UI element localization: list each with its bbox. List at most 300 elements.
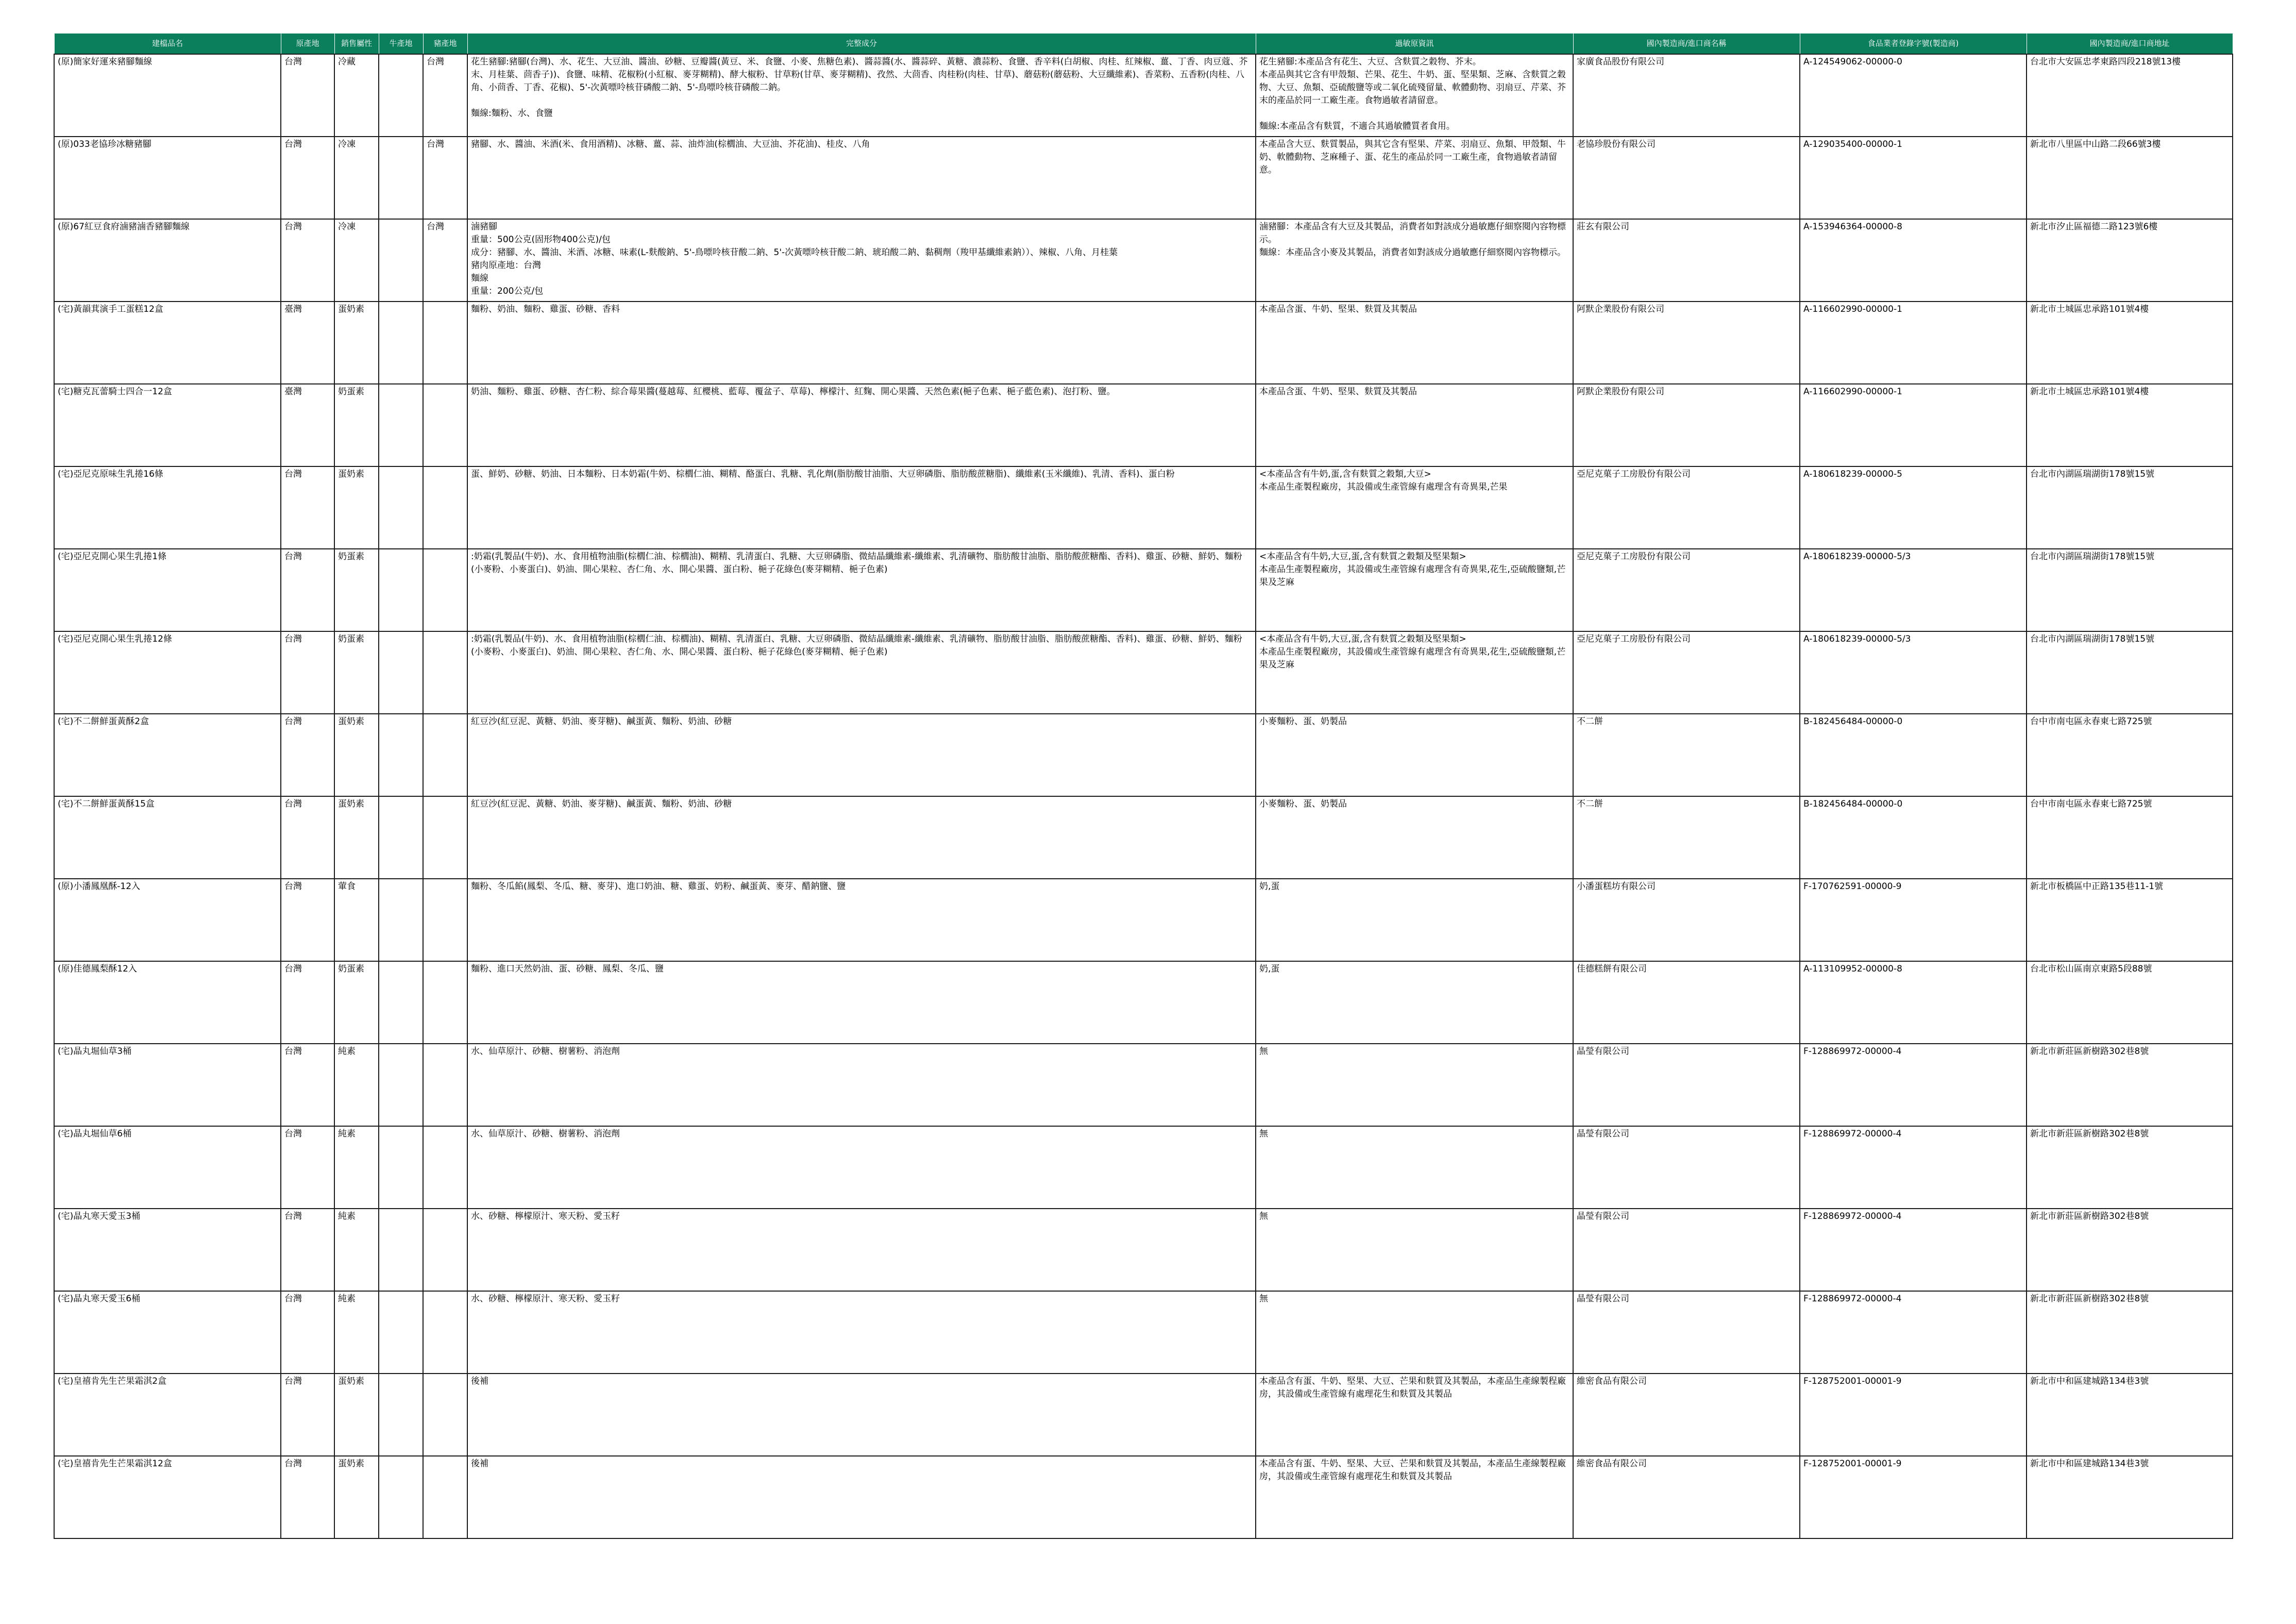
cell-text: 台灣 <box>284 1211 302 1221</box>
product-name-cell <box>54 466 281 549</box>
cell-text: F-128869972-00000-4 <box>1803 1046 1902 1057</box>
cell-text: (原)033老協珍冰糖豬腳 <box>58 139 151 149</box>
cell-text: 新北市新莊區新樹路302巷8號 <box>2030 1211 2149 1221</box>
cell-text: F-128752001-00001-9 <box>1803 1376 1902 1386</box>
beef-origin-cell <box>379 219 423 302</box>
manufacturer-address-cell <box>2027 384 2233 466</box>
cell-text: B-182456484-00000-0 <box>1803 716 1903 727</box>
registration-number-cell <box>1800 384 2027 466</box>
cell-text: B-182456484-00000-0 <box>1803 798 1903 809</box>
cell-text: 新北市土城區忠承路101號4樓 <box>2030 386 2149 397</box>
cell-text: 亞尼克菓子工房股份有限公司 <box>1577 551 1691 562</box>
manufacturer-name-cell <box>1573 631 1800 714</box>
allergens-cell <box>1256 302 1573 384</box>
cell-text: 後補 <box>471 1376 488 1386</box>
cell-text: F-170762591-00000-9 <box>1803 881 1902 892</box>
cell-text: 小麥麵粉、蛋、奶製品 <box>1259 716 1347 727</box>
cell-text: F-128869972-00000-4 <box>1803 1293 1902 1304</box>
product-name-cell <box>54 1291 281 1374</box>
pork-origin-cell <box>423 466 467 549</box>
manufacturer-address-cell <box>2027 219 2233 302</box>
cell-text: 蛋、鮮奶、砂糖、奶油、日本麵粉、日本奶霜(牛奶、棕櫚仁油、糊精、酪蛋白、乳糖、乳化劑(脂肪酸甘油脂、大豆卵磷脂、脂肪酸蔗糖脂)、纖維素(玉米纖維)、乳清、香料)、蛋白粉 <box>471 468 1175 479</box>
cell-text: 台灣 <box>284 798 302 809</box>
cell-text: 新北市板橋區中正路135巷11-1號 <box>2030 881 2164 892</box>
pork-origin-cell <box>423 302 467 384</box>
cell-text: 麵粉、進口天然奶油、蛋、砂糖、鳳梨、冬瓜、鹽 <box>471 963 664 974</box>
cell-text: (宅)不二餅鮮蛋黃酥15盒 <box>58 798 155 809</box>
cell-text: (原)佳德鳳梨酥12入 <box>58 963 137 974</box>
allergens-cell <box>1256 1374 1573 1456</box>
origin-cell <box>281 1044 334 1126</box>
cell-text: 台灣 <box>427 56 444 67</box>
manufacturer-address-cell <box>2027 631 2233 714</box>
origin-cell <box>281 714 334 796</box>
table-row <box>54 631 2233 714</box>
ingredients-cell <box>467 961 1256 1044</box>
manufacturer-address-cell <box>2027 1291 2233 1374</box>
table-row <box>54 1374 2233 1456</box>
manufacturer-name-cell <box>1573 384 1800 466</box>
allergens-cell <box>1256 549 1573 631</box>
ingredients-cell <box>467 714 1256 796</box>
manufacturer-address-cell <box>2027 466 2233 549</box>
cell-text: 新北市新莊區新樹路302巷8號 <box>2030 1293 2149 1304</box>
registration-number-cell <box>1800 879 2027 961</box>
cell-text: 台灣 <box>284 551 302 562</box>
cell-text: 新北市八里區中山路二段66號3樓 <box>2030 139 2161 149</box>
cell-text: 水、砂糖、檸檬原汁、寒天粉、愛玉籽 <box>471 1293 620 1304</box>
allergens-cell <box>1256 384 1573 466</box>
registration-number-cell <box>1800 1291 2027 1374</box>
cell-text: A-153946364-00000-8 <box>1803 221 1902 232</box>
allergens-cell <box>1256 961 1573 1044</box>
origin-cell <box>281 54 334 137</box>
cell-text: 蛋奶素 <box>338 304 364 314</box>
table-row <box>54 54 2233 137</box>
cell-text: 水、仙草原汁、砂糖、樹薯粉、消泡劑 <box>471 1046 620 1057</box>
manufacturer-name-cell <box>1573 1044 1800 1126</box>
allergens-cell <box>1256 219 1573 302</box>
cell-text: 亞尼克菓子工房股份有限公司 <box>1577 468 1691 479</box>
registration-number-cell <box>1800 137 2027 219</box>
cell-text: 蛋奶素 <box>338 468 364 479</box>
beef-origin-cell <box>379 879 423 961</box>
product-name-cell <box>54 1209 281 1291</box>
cell-text: :奶霜(乳製品(牛奶)、水、食用植物油脂(棕櫚仁油、棕櫚油)、糊精、乳清蛋白、乳糖、大豆卵磷脂、微結晶纖維素-纖維素、乳清礦物、脂肪酸甘油脂、脂肪酸蔗糖酯、香料)、雞蛋、砂糖、鮮奶、麵粉(小麥粉、小麥蛋白)、奶油、開心果粒、杏仁角、水、開心果醬、蛋白粉、梔子花綠色(麥芽糊精、梔子色素) <box>471 633 1242 657</box>
cell-text: (原)小潘鳳凰酥-12入 <box>58 881 141 892</box>
product-name-cell <box>54 219 281 302</box>
sales-attribute-cell <box>334 631 379 714</box>
manufacturer-name-cell <box>1573 879 1800 961</box>
cell-text: 滷豬腳：本產品含有大豆及其製品，消費者如對該成分過敏應仔細察閱內容物標示。 麵線：本產品含小麥及其製品，消費者如對該成分過敏應仔細察閱內容物標示。 <box>1259 221 1566 258</box>
cell-text: 維密食品有限公司 <box>1577 1458 1647 1469</box>
allergens-cell <box>1256 879 1573 961</box>
cell-text: 奶蛋素 <box>338 963 364 974</box>
pork-origin-cell <box>423 219 467 302</box>
ingredients-cell <box>467 302 1256 384</box>
cell-text: 本產品含有蛋、牛奶、堅果、大豆、芒果和麩質及其製品，本產品生產線製程廠房，其設備或生產管線有處理花生和麩質及其製品 <box>1259 1376 1566 1399</box>
beef-origin-cell <box>379 1044 423 1126</box>
cell-text: 台灣 <box>284 963 302 974</box>
sales-attribute-cell <box>334 714 379 796</box>
cell-text: 台灣 <box>284 221 302 232</box>
beef-origin-cell <box>379 466 423 549</box>
beef-origin-cell <box>379 714 423 796</box>
cell-text: (原)67紅豆食府滷豬滷香豬腳麵線 <box>58 221 190 232</box>
cell-text: 小潘蛋糕坊有限公司 <box>1577 881 1656 892</box>
beef-origin-cell <box>379 1374 423 1456</box>
cell-text: 蛋奶素 <box>338 798 364 809</box>
cell-text: 麵粉、奶油、麵粉、雞蛋、砂糖、香料 <box>471 304 620 314</box>
manufacturer-address-cell <box>2027 714 2233 796</box>
allergens-cell <box>1256 796 1573 879</box>
cell-text: 小麥麵粉、蛋、奶製品 <box>1259 798 1347 809</box>
allergens-cell <box>1256 466 1573 549</box>
sales-attribute-cell <box>334 54 379 137</box>
cell-text: 蛋奶素 <box>338 1376 364 1386</box>
beef-origin-cell <box>379 1126 423 1209</box>
manufacturer-name-cell <box>1573 1374 1800 1456</box>
registration-number-cell <box>1800 631 2027 714</box>
table-row <box>54 384 2233 466</box>
ingredients-cell <box>467 1456 1256 1538</box>
sales-attribute-cell <box>334 1374 379 1456</box>
cell-text: 麵粉、冬瓜餡(鳳梨、冬瓜、糖、麥芽)、進口奶油、糖、雞蛋、奶粉、鹹蛋黃、麥芽、醋鈉鹽、鹽 <box>471 881 846 892</box>
sales-attribute-cell <box>334 1126 379 1209</box>
table-row <box>54 1126 2233 1209</box>
cell-text: 冷凍 <box>338 221 356 232</box>
ingredients-cell <box>467 1291 1256 1374</box>
manufacturer-address-cell <box>2027 549 2233 631</box>
manufacturer-name-cell <box>1573 302 1800 384</box>
table-row <box>54 796 2233 879</box>
cell-text: 新北市新莊區新樹路302巷8號 <box>2030 1046 2149 1057</box>
ingredients-cell <box>467 384 1256 466</box>
origin-cell <box>281 631 334 714</box>
cell-text: 滷豬腳 重量：500公克(固形物400公克)/包 成分：豬腳、水、醬油、米酒、冰糖、味素(L-麩酸鈉、5'-鳥嘌呤核苷酸二鈉、5'-次黃嘌呤核苷酸二鈉、琥珀酸二鈉、黏稠劑（羧甲基纖維素鈉））、辣椒、八角、月桂葉 豬肉原產地：台灣 麵線 重量：200公克/包 <box>471 221 1118 296</box>
sales-attribute-cell <box>334 466 379 549</box>
pork-origin-cell <box>423 1374 467 1456</box>
ingredients-cell <box>467 466 1256 549</box>
table-row <box>54 219 2233 302</box>
cell-text: 佳德糕餅有限公司 <box>1577 963 1647 974</box>
cell-text: 台灣 <box>284 716 302 727</box>
product-name-cell <box>54 1126 281 1209</box>
cell-text: 晶瑩有限公司 <box>1577 1128 1629 1139</box>
table-row <box>54 1209 2233 1291</box>
origin-cell <box>281 879 334 961</box>
beef-origin-cell <box>379 961 423 1044</box>
cell-text: 水、砂糖、檸檬原汁、寒天粉、愛玉籽 <box>471 1211 620 1221</box>
registration-number-cell <box>1800 54 2027 137</box>
cell-text: F-128752001-00001-9 <box>1803 1458 1902 1469</box>
cell-text: 奶蛋素 <box>338 386 364 397</box>
cell-text: 奶,蛋 <box>1259 881 1280 892</box>
beef-origin-cell <box>379 302 423 384</box>
cell-text: (宅)晶丸寒天愛玉3桶 <box>58 1211 141 1221</box>
pork-origin-cell <box>423 961 467 1044</box>
product-name-cell <box>54 302 281 384</box>
cell-text: 無 <box>1259 1293 1268 1304</box>
cell-text: 不二餅 <box>1577 716 1603 727</box>
pork-origin-cell <box>423 384 467 466</box>
cell-text: 新北市中和區建城路134巷3號 <box>2030 1376 2149 1386</box>
manufacturer-address-cell <box>2027 1456 2233 1538</box>
cell-text: A-116602990-00000-1 <box>1803 386 1902 397</box>
beef-origin-cell <box>379 1456 423 1538</box>
cell-text: 台灣 <box>284 139 302 149</box>
origin-cell <box>281 1456 334 1538</box>
manufacturer-address-cell <box>2027 796 2233 879</box>
table-row <box>54 1044 2233 1126</box>
cell-text: (宅)亞尼克開心果生乳捲1條 <box>58 551 167 562</box>
allergens-cell <box>1256 137 1573 219</box>
table-row <box>54 137 2233 219</box>
header-ingredients: 完整成分 <box>467 34 1256 54</box>
manufacturer-name-cell <box>1573 1126 1800 1209</box>
cell-text: 奶,蛋 <box>1259 963 1280 974</box>
cell-text: 紅豆沙(紅豆泥、黃糖、奶油、麥芽糖)、鹹蛋黃、麵粉、奶油、砂糖 <box>471 798 732 809</box>
cell-text: 水、仙草原汁、砂糖、樹薯粉、消泡劑 <box>471 1128 620 1139</box>
table-row <box>54 879 2233 961</box>
ingredients-cell <box>467 549 1256 631</box>
sales-attribute-cell <box>334 137 379 219</box>
origin-cell <box>281 1126 334 1209</box>
product-name-cell <box>54 631 281 714</box>
origin-cell <box>281 219 334 302</box>
sales-attribute-cell <box>334 961 379 1044</box>
cell-text: 葷食 <box>338 881 356 892</box>
cell-text: 不二餅 <box>1577 798 1603 809</box>
registration-number-cell <box>1800 1126 2027 1209</box>
cell-text: F-128869972-00000-4 <box>1803 1128 1902 1139</box>
cell-text: 晶瑩有限公司 <box>1577 1211 1629 1221</box>
sales-attribute-cell <box>334 1291 379 1374</box>
manufacturer-address-cell <box>2027 1374 2233 1456</box>
beef-origin-cell <box>379 631 423 714</box>
allergens-cell <box>1256 1291 1573 1374</box>
beef-origin-cell <box>379 549 423 631</box>
cell-text: 台中市南屯區永春東七路725號 <box>2030 716 2152 727</box>
cell-text: 本產品含大豆、麩質製品，與其它含有堅果、芹菜、羽扇豆、魚類、甲殼類、牛奶、軟體動物、芝麻種子、蛋、花生的產品於同一工廠生產，食物過敏者請留意。 <box>1259 139 1566 175</box>
cell-text: 蛋奶素 <box>338 1458 364 1469</box>
manufacturer-name-cell <box>1573 137 1800 219</box>
beef-origin-cell <box>379 54 423 137</box>
cell-text: 冷凍 <box>338 139 356 149</box>
pork-origin-cell <box>423 714 467 796</box>
origin-cell <box>281 137 334 219</box>
table-row <box>54 302 2233 384</box>
ingredients-cell <box>467 1374 1256 1456</box>
manufacturer-name-cell <box>1573 796 1800 879</box>
beef-origin-cell <box>379 796 423 879</box>
cell-text: 莊玄有限公司 <box>1577 221 1629 232</box>
registration-number-cell <box>1800 466 2027 549</box>
origin-cell <box>281 384 334 466</box>
registration-number-cell <box>1800 1044 2027 1126</box>
manufacturer-address-cell <box>2027 1126 2233 1209</box>
pork-origin-cell <box>423 1456 467 1538</box>
header-pork-origin: 豬產地 <box>423 34 467 54</box>
cell-text: 新北市土城區忠承路101號4樓 <box>2030 304 2149 314</box>
manufacturer-address-cell <box>2027 54 2233 137</box>
beef-origin-cell <box>379 384 423 466</box>
manufacturer-name-cell <box>1573 714 1800 796</box>
header-manufacturer-name: 國內製造商/進口商名稱 <box>1573 34 1800 54</box>
ingredients-cell <box>467 219 1256 302</box>
cell-text: 晶瑩有限公司 <box>1577 1293 1629 1304</box>
product-name-cell <box>54 549 281 631</box>
table-row <box>54 961 2233 1044</box>
manufacturer-address-cell <box>2027 302 2233 384</box>
cell-text: 家廣食品股份有限公司 <box>1577 56 1664 67</box>
cell-text: A-180618239-00000-5/3 <box>1803 633 1911 644</box>
pork-origin-cell <box>423 1044 467 1126</box>
ingredients-cell <box>467 796 1256 879</box>
cell-text: 純素 <box>338 1211 356 1221</box>
cell-text: :奶霜(乳製品(牛奶)、水、食用植物油脂(棕櫚仁油、棕櫚油)、糊精、乳清蛋白、乳糖、大豆卵磷脂、微結晶纖維素-纖維素、乳清礦物、脂肪酸甘油脂、脂肪酸蔗糖酯、香料)、雞蛋、砂糖、鮮奶、麵粉(小麥粉、小麥蛋白)、奶油、開心果粒、杏仁角、水、開心果醬、蛋白粉、梔子花綠色(麥芽糊精、梔子色素) <box>471 551 1242 575</box>
table-row <box>54 714 2233 796</box>
cell-text: <本產品含有牛奶,大豆,蛋,含有麩質之穀類及堅果類> 本產品生產製程廠房，其設備或生產管線有處理含有奇異果,花生,亞硫酸鹽類,芒果及芝麻 <box>1259 633 1566 670</box>
manufacturer-address-cell <box>2027 879 2233 961</box>
cell-text: 豬腳、水、醬油、米酒(米、食用酒精)、冰糖、薑、蒜、油炸油(棕櫚油、大豆油、芥花油)、桂皮、八角 <box>471 139 870 149</box>
cell-text: (原)簡家好運來豬腳麵線 <box>58 56 153 67</box>
cell-text: 本產品含蛋、牛奶、堅果、麩質及其製品 <box>1259 386 1417 397</box>
registration-number-cell <box>1800 1374 2027 1456</box>
manufacturer-address-cell <box>2027 1044 2233 1126</box>
cell-text: 台灣 <box>284 56 302 67</box>
registration-number-cell <box>1800 714 2027 796</box>
allergens-cell <box>1256 54 1573 137</box>
cell-text: 奶蛋素 <box>338 633 364 644</box>
manufacturer-name-cell <box>1573 961 1800 1044</box>
cell-text: 新北市新莊區新樹路302巷8號 <box>2030 1128 2149 1139</box>
table-row <box>54 1291 2233 1374</box>
cell-text: A-124549062-00000-0 <box>1803 56 1902 67</box>
cell-text: 台北市內湖區瑞湖街178號15號 <box>2030 468 2155 479</box>
origin-cell <box>281 796 334 879</box>
cell-text: 台灣 <box>284 881 302 892</box>
product-name-cell <box>54 714 281 796</box>
cell-text: 純素 <box>338 1293 356 1304</box>
pork-origin-cell <box>423 879 467 961</box>
cell-text: 後補 <box>471 1458 488 1469</box>
ingredients-cell <box>467 1044 1256 1126</box>
manufacturer-name-cell <box>1573 1456 1800 1538</box>
product-name-cell <box>54 1044 281 1126</box>
registration-number-cell <box>1800 549 2027 631</box>
manufacturer-name-cell <box>1573 54 1800 137</box>
sales-attribute-cell <box>334 302 379 384</box>
cell-text: 台中市南屯區永春東七路725號 <box>2030 798 2152 809</box>
cell-text: 本產品含蛋、牛奶、堅果、麩質及其製品 <box>1259 304 1417 314</box>
cell-text: 台灣 <box>284 1128 302 1139</box>
product-ingredient-sheet <box>54 33 2232 1539</box>
manufacturer-name-cell <box>1573 466 1800 549</box>
cell-text: (宅)晶丸堀仙草3桶 <box>58 1046 132 1057</box>
cell-text: 冷藏 <box>338 56 356 67</box>
cell-text: 晶瑩有限公司 <box>1577 1046 1629 1057</box>
product-table <box>54 33 2233 1539</box>
cell-text: 無 <box>1259 1211 1268 1221</box>
cell-text: 本產品含有蛋、牛奶、堅果、大豆、芒果和麩質及其製品，本產品生產線製程廠房，其設備或生產管線有處理花生和麩質及其製品 <box>1259 1458 1566 1482</box>
header-beef-origin: 牛產地 <box>379 34 423 54</box>
cell-text: 花生豬腳:本產品含有花生、大豆、含麩質之穀物、芥末。 本產品與其它含有甲殼類、芒果、花生、牛奶、蛋、堅果類、芝麻、含麩質之穀物、大豆、魚類、亞硫酸鹽等或二氧化硫殘留量、軟體動物、羽扇豆、芹菜、芥末的產品於同一工廠生產。食物過敏者請留意。 麵線:本產品含有麩質，不適合其過敏體質者食用。 <box>1259 56 1566 131</box>
cell-text: 台灣 <box>284 1376 302 1386</box>
cell-text: (宅)晶丸寒天愛玉6桶 <box>58 1293 141 1304</box>
cell-text: 新北市汐止區福德二路123號6樓 <box>2030 221 2158 232</box>
allergens-cell <box>1256 1209 1573 1291</box>
registration-number-cell <box>1800 219 2027 302</box>
cell-text: 台灣 <box>284 1046 302 1057</box>
header-allergens: 過敏原資訊 <box>1256 34 1573 54</box>
product-name-cell <box>54 54 281 137</box>
cell-text: 台灣 <box>284 1293 302 1304</box>
cell-text: (宅)糖克瓦蕾騎士四合一12盒 <box>58 386 172 397</box>
cell-text: 蛋奶素 <box>338 716 364 727</box>
cell-text: A-129035400-00000-1 <box>1803 139 1902 149</box>
product-name-cell <box>54 137 281 219</box>
cell-text: 亞尼克菓子工房股份有限公司 <box>1577 633 1691 644</box>
cell-text: A-180618239-00000-5 <box>1803 468 1902 479</box>
manufacturer-name-cell <box>1573 1291 1800 1374</box>
cell-text: 台灣 <box>427 139 444 149</box>
cell-text: <本產品含有牛奶,大豆,蛋,含有麩質之穀類及堅果類> 本產品生產製程廠房，其設備或生產管線有處理含有奇異果,花生,亞硫酸鹽類,芒果及芝麻 <box>1259 551 1566 588</box>
cell-text: (宅)皇禧肯先生芒果霜淇12盒 <box>58 1458 172 1469</box>
header-product-name: 建檔品名 <box>54 34 281 54</box>
sales-attribute-cell <box>334 219 379 302</box>
table-row <box>54 466 2233 549</box>
cell-text: 奶蛋素 <box>338 551 364 562</box>
beef-origin-cell <box>379 1291 423 1374</box>
registration-number-cell <box>1800 302 2027 384</box>
manufacturer-address-cell <box>2027 1209 2233 1291</box>
cell-text: 台北市松山區南京東路5段88號 <box>2030 963 2152 974</box>
pork-origin-cell <box>423 1126 467 1209</box>
origin-cell <box>281 549 334 631</box>
header-registration-number: 食品業者登錄字號(製造商) <box>1800 34 2027 54</box>
cell-text: 新北市中和區建城路134巷3號 <box>2030 1458 2149 1469</box>
allergens-cell <box>1256 1456 1573 1538</box>
cell-text: 無 <box>1259 1046 1268 1057</box>
cell-text: (宅)亞尼克原味生乳捲16條 <box>58 468 163 479</box>
cell-text: A-116602990-00000-1 <box>1803 304 1902 314</box>
pork-origin-cell <box>423 1291 467 1374</box>
product-name-cell <box>54 879 281 961</box>
allergens-cell <box>1256 714 1573 796</box>
sales-attribute-cell <box>334 384 379 466</box>
allergens-cell <box>1256 631 1573 714</box>
cell-text: <本產品含有牛奶,蛋,含有麩質之穀類,大豆> 本產品生產製程廠房，其設備或生產管線有處理含有奇異果,芒果 <box>1259 468 1508 492</box>
header-row <box>54 34 2233 54</box>
product-name-cell <box>54 1456 281 1538</box>
manufacturer-address-cell <box>2027 961 2233 1044</box>
ingredients-cell <box>467 1126 1256 1209</box>
cell-text: 台灣 <box>284 468 302 479</box>
origin-cell <box>281 961 334 1044</box>
cell-text: 純素 <box>338 1046 356 1057</box>
ingredients-cell <box>467 137 1256 219</box>
table-row <box>54 1456 2233 1538</box>
sales-attribute-cell <box>334 1456 379 1538</box>
cell-text: 台灣 <box>284 633 302 644</box>
origin-cell <box>281 1374 334 1456</box>
sales-attribute-cell <box>334 1209 379 1291</box>
sales-attribute-cell <box>334 549 379 631</box>
pork-origin-cell <box>423 1209 467 1291</box>
origin-cell <box>281 466 334 549</box>
cell-text: 奶油、麵粉、雞蛋、砂糖、杏仁粉、綜合莓果醬(蔓越莓、紅櫻桃、藍莓、覆盆子、草莓)、檸檬汁、紅麴、開心果醬、天然色素(梔子色素、梔子藍色素)、泡打粉、鹽。 <box>471 386 1116 397</box>
